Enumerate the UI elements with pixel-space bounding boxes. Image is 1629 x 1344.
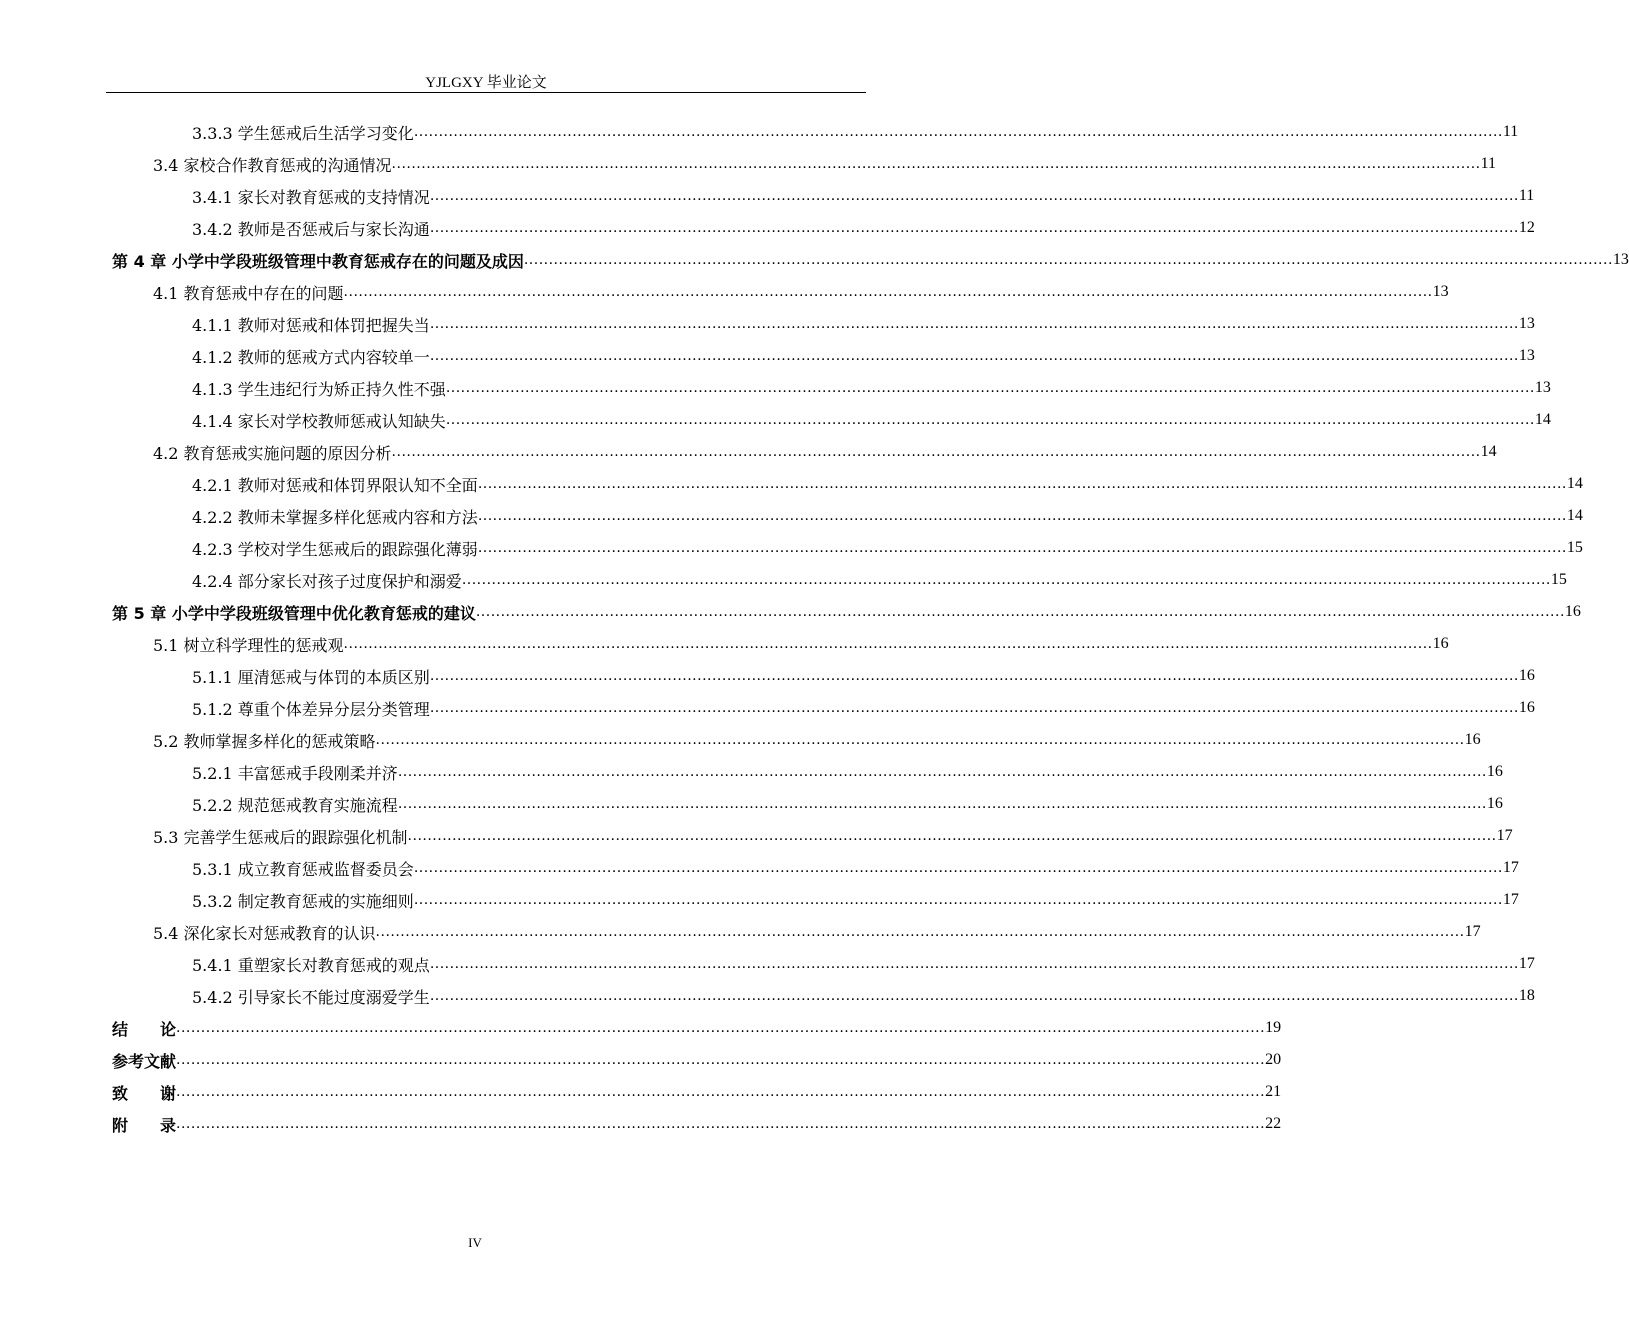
toc-entry[interactable]	[112, 660, 1535, 692]
toc-page-number: 16	[1518, 699, 1535, 716]
toc-leader-dots: ............................................................................................................................................................................................................................	[176, 1116, 1266, 1132]
toc-entry-label: 5.3 完善学生惩戒后的跟踪强化机制	[153, 827, 408, 847]
toc-leader-dots: ............................................................................................................................................................................................................................	[477, 476, 1567, 492]
toc-page-number: 18	[1518, 987, 1535, 1004]
toc-page-number: 16	[1486, 795, 1503, 812]
toc-entry-label: 5.4.1 重塑家长对教育惩戒的观点	[192, 955, 430, 975]
toc-entry-label: 4.1.3 学生违纪行为矫正持久性不强	[192, 379, 446, 399]
toc-page-number: 14	[1566, 475, 1583, 492]
toc-entry[interactable]	[112, 564, 1567, 596]
toc-entry-label: 5.2 教师掌握多样化的惩戒策略	[153, 731, 376, 751]
toc-page-number: 16	[1518, 667, 1535, 684]
toc-leader-dots: ............................................................................................................................................................................................................................	[397, 764, 1487, 780]
toc-entry[interactable]	[112, 628, 1449, 660]
toc-page-number: 15	[1566, 539, 1583, 556]
toc-leader-dots: ............................................................................................................................................................................................................................	[407, 828, 1497, 844]
toc-page-number: 15	[1550, 571, 1567, 588]
toc-leader-dots: ............................................................................................................................................................................................................................	[343, 284, 1433, 300]
toc-leader-dots: ............................................................................................................................................................................................................................	[445, 380, 1535, 396]
toc-appendix-entry[interactable]	[112, 1108, 1282, 1140]
toc-entry-label: 致 谢	[112, 1083, 177, 1103]
toc-entry-label: 参考文献	[112, 1051, 177, 1071]
toc-leader-dots: ............................................................................................................................................................................................................................	[445, 412, 1535, 428]
toc-page-number: 11	[1502, 123, 1519, 140]
header-divider	[106, 92, 866, 93]
toc-entry-label: 5.2.2 规范惩戒教育实施流程	[192, 795, 398, 815]
toc-page-number: 16	[1464, 731, 1481, 748]
toc-entry-label: 4.1.4 家长对学校教师惩戒认知缺失	[192, 411, 446, 431]
toc-leader-dots: ............................................................................................................................................................................................................................	[461, 572, 1551, 588]
toc-entry-label: 4.1 教育惩戒中存在的问题	[153, 283, 344, 303]
toc-page-number: 16	[1564, 603, 1581, 620]
toc-page-number: 14	[1480, 443, 1497, 460]
toc-page-number: 14	[1566, 507, 1583, 524]
toc-entry-label: 结 论	[112, 1019, 177, 1039]
toc-entry-label: 5.1.2 尊重个体差异分层分类管理	[192, 699, 430, 719]
toc-leader-dots: ............................................................................................................................................................................................................................	[429, 700, 1519, 716]
toc-leader-dots: ............................................................................................................................................................................................................................	[397, 796, 1487, 812]
toc-entry-label: 附 录	[112, 1115, 177, 1135]
toc-page-number: 17	[1518, 955, 1535, 972]
toc-entry-label: 4.2.2 教师未掌握多样化惩戒内容和方法	[192, 507, 478, 527]
toc-entry[interactable]	[112, 404, 1551, 436]
toc-entry-label: 5.4 深化家长对惩戒教育的认识	[153, 923, 376, 943]
toc-entry[interactable]	[112, 916, 1481, 948]
toc-entry-label: 5.2.1 丰富惩戒手段刚柔并济	[192, 763, 398, 783]
toc-leader-dots: ............................................................................................................................................................................................................................	[176, 1020, 1266, 1036]
toc-entry[interactable]	[112, 180, 1535, 212]
toc-page-number: 20	[1265, 1051, 1282, 1068]
toc-leader-dots: ............................................................................................................................................................................................................................	[429, 316, 1519, 332]
page-header: YJLGXY 毕业论文	[425, 75, 547, 91]
toc-entry-label: 4.2 教育惩戒实施问题的原因分析	[153, 443, 392, 463]
toc-page-number: 13	[1432, 283, 1449, 300]
toc-entry-label: 第 4 章 小学中学段班级管理中教育惩戒存在的问题及成因	[112, 251, 524, 271]
toc-conclusion-entry[interactable]	[112, 1012, 1282, 1044]
toc-leader-dots: ............................................................................................................................................................................................................................	[429, 956, 1519, 972]
toc-entry[interactable]	[112, 340, 1535, 372]
toc-leader-dots: ............................................................................................................................................................................................................................	[429, 188, 1519, 204]
toc-entry-label: 4.2.4 部分家长对孩子过度保护和溺爱	[192, 571, 462, 591]
toc-page-number: 13	[1518, 315, 1535, 332]
toc-page-number: 13	[1534, 379, 1551, 396]
toc-page-number: 13	[1612, 251, 1629, 268]
toc-entry[interactable]	[112, 212, 1535, 244]
toc-page-number: 14	[1534, 411, 1551, 428]
toc-entry-label: 3.4.1 家长对教育惩戒的支持情况	[192, 187, 430, 207]
toc-leader-dots: ............................................................................................................................................................................................................................	[375, 924, 1465, 940]
toc-leader-dots: ............................................................................................................................................................................................................................	[391, 156, 1481, 172]
toc-page-number: 11	[1518, 187, 1535, 204]
toc-entry[interactable]	[112, 756, 1503, 788]
toc-entry-label: 4.1.1 教师对惩戒和体罚把握失当	[192, 315, 430, 335]
toc-leader-dots: ............................................................................................................................................................................................................................	[413, 892, 1503, 908]
toc-entry-label: 4.2.1 教师对惩戒和体罚界限认知不全面	[192, 475, 478, 495]
toc-page-number: 11	[1480, 155, 1496, 172]
toc-leader-dots: ............................................................................................................................................................................................................................	[429, 988, 1519, 1004]
toc-leader-dots: ............................................................................................................................................................................................................................	[176, 1084, 1266, 1100]
toc-page-number: 12	[1518, 219, 1535, 236]
toc-entry-label: 3.3.3 学生惩戒后生活学习变化	[192, 123, 414, 143]
toc-chapter-entry[interactable]	[112, 596, 1581, 628]
toc-entry-label: 5.1.1 厘清惩戒与体罚的本质区别	[192, 667, 430, 687]
toc-entry[interactable]	[112, 532, 1583, 564]
toc-page-number: 17	[1502, 891, 1519, 908]
toc-entry-label: 3.4.2 教师是否惩戒后与家长沟通	[192, 219, 430, 239]
toc-entry-label: 4.1.2 教师的惩戒方式内容较单一	[192, 347, 430, 367]
toc-entry[interactable]	[112, 724, 1481, 756]
toc-leader-dots: ............................................................................................................................................................................................................................	[475, 604, 1565, 620]
toc-entry[interactable]	[112, 500, 1583, 532]
toc-leader-dots: ............................................................................................................................................................................................................................	[429, 220, 1519, 236]
toc-page-number: 22	[1265, 1115, 1282, 1132]
toc-leader-dots: ............................................................................................................................................................................................................................	[477, 508, 1567, 524]
toc-entry[interactable]	[112, 372, 1551, 404]
toc-entry[interactable]	[112, 308, 1535, 340]
toc-entry[interactable]	[112, 116, 1519, 148]
toc-entry-label: 5.3.2 制定教育惩戒的实施细则	[192, 891, 414, 911]
toc-entry-label: 第 5 章 小学中学段班级管理中优化教育惩戒的建议	[112, 603, 476, 623]
toc-entry-label: 5.3.1 成立教育惩戒监督委员会	[192, 859, 414, 879]
table-of-contents	[112, 116, 1629, 1140]
toc-leader-dots: ............................................................................................................................................................................................................................	[343, 636, 1433, 652]
toc-leader-dots: ............................................................................................................................................................................................................................	[429, 668, 1519, 684]
toc-entry[interactable]	[112, 692, 1535, 724]
toc-chapter-entry[interactable]	[112, 244, 1629, 276]
toc-entry[interactable]	[112, 788, 1503, 820]
toc-entry[interactable]	[112, 148, 1496, 180]
toc-entry-label: 4.2.3 学校对学生惩戒后的跟踪强化薄弱	[192, 539, 478, 559]
toc-entry[interactable]	[112, 468, 1583, 500]
toc-page-number: 16	[1432, 635, 1449, 652]
toc-entry-label: 5.4.2 引导家长不能过度溺爱学生	[192, 987, 430, 1007]
toc-leader-dots: ............................................................................................................................................................................................................................	[375, 732, 1465, 748]
toc-leader-dots: ............................................................................................................................................................................................................................	[413, 860, 1503, 876]
toc-references-entry[interactable]	[112, 1044, 1282, 1076]
toc-entry[interactable]	[112, 436, 1497, 468]
toc-leader-dots: ............................................................................................................................................................................................................................	[523, 252, 1613, 268]
toc-page-number: 21	[1265, 1083, 1282, 1100]
toc-entry[interactable]	[112, 884, 1519, 916]
toc-leader-dots: ............................................................................................................................................................................................................................	[477, 540, 1567, 556]
toc-leader-dots: ............................................................................................................................................................................................................................	[176, 1052, 1266, 1068]
toc-page-number: 19	[1265, 1019, 1282, 1036]
toc-acknowledgements-entry[interactable]	[112, 1076, 1282, 1108]
toc-leader-dots: ............................................................................................................................................................................................................................	[391, 444, 1481, 460]
toc-page-number: 17	[1496, 827, 1513, 844]
toc-page-number: 17	[1502, 859, 1519, 876]
page-number-footer: IV	[468, 1235, 482, 1250]
toc-entry[interactable]	[112, 948, 1535, 980]
toc-page-number: 13	[1518, 347, 1535, 364]
toc-entry[interactable]	[112, 852, 1519, 884]
toc-entry-label: 3.4 家校合作教育惩戒的沟通情况	[153, 155, 392, 175]
toc-entry[interactable]	[112, 276, 1449, 308]
toc-page-number: 17	[1464, 923, 1481, 940]
toc-entry[interactable]	[112, 820, 1513, 852]
toc-entry-label: 5.1 树立科学理性的惩戒观	[153, 635, 344, 655]
toc-entry[interactable]	[112, 980, 1535, 1012]
toc-page-number: 16	[1486, 763, 1503, 780]
toc-leader-dots: ............................................................................................................................................................................................................................	[413, 124, 1503, 140]
toc-leader-dots: ............................................................................................................................................................................................................................	[429, 348, 1519, 364]
